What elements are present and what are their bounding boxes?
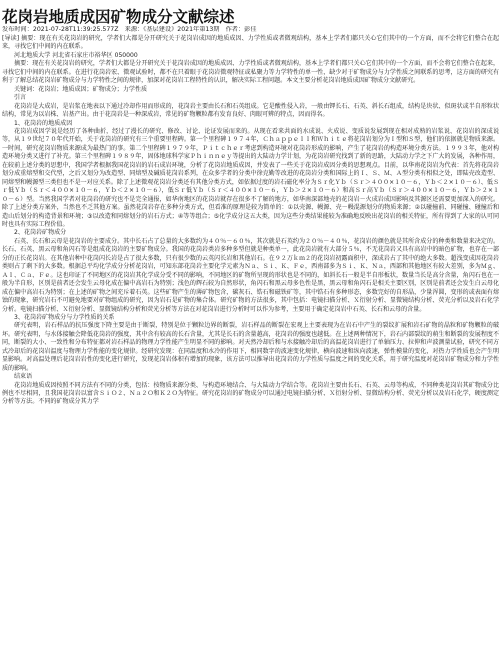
article-title: 花岗岩地质成因矿物成分文献综述 [2, 8, 235, 26]
paragraph-intro: 花岗岩是大成岩，是岩浆在地表以下通过冷却作用而形成的，花岗岩主要由长石和石英组成。它是酸性侵入岩，一般由钾长石、石英、斜长石组成，结构是块状、似斑状或半自形粒状结构，常见为以岩株、岩基产出。由于花岗岩是一种深成岩，常见的矿物颗粒都有发育良好、肉眼可辨的特点，因而得名。 [2, 102, 499, 119]
heading-section-1: 1、花岗岩的地质成因 [14, 119, 73, 127]
paragraph-section-3: 研究表明，岩石样品的抗压强度下降主要是由于断裂，特别是位于颗粒边界的断裂，岩石样品的断裂在宏观上主要表现为在岩石中产生的裂纹扩展和岩石矿物的晶粒和矿物颗粒的破坏。研究表明，与水体接触会降低花岗岩的强度，其中含有较高的长石含量，尤其是长石的含量越高，花岗岩的强度也越低。在上述两种情况下，岩石内部裂纹的萌生和断裂的发展程度不同，断裂的大小、一致性和分布特征都对岩石样品的物理力学性能产生明显不同的影响。对天然冷却后和与水接触冷却后的高温花岗岩进行了单轴压力、拉伸和声波测量试验，研究不同方式冷却后的花岗岩温度与物理力学性能的变化规律。经研究发现：在同温度和水冷的作用下，相同数字的波速变化规律，横向波速和纵向波速，弹性模量的变化，对热力学性质也会产生明显影响。对高温处理后花岗岩岩性的变化进行研究，发现花岗岩体积有增加的现象，该方法可以推导出花岗岩的力学性质与温度之间的变化关系，用于研究温度对花岗岩矿物成分和力学性质的影响。 [2, 322, 499, 372]
paragraph-guide: [导读] 摘要：现在有关花岗岩的研究，学者们大都是分开研究关于花岗岩成因的地质成因、力学性质或者微观结构，基本上学者们都只关心它们其中的一个方面，而不会将它们整合在起来，寻找它们中间的内在联系。 [2, 35, 499, 51]
article-meta: 发布时间：2021-07-28T11:39:25.577Z 来源：《基层建设》2021年第13期 作者：彭佳 [2, 26, 257, 33]
heading-section-2: 2、花岗岩矿物成分 [14, 229, 67, 237]
heading-section-3: 3、花岗岩矿物成分与力学性质的关系 [14, 313, 115, 321]
paragraph-abstract: 摘要：现在有关花岗岩的研究，学者们大都是分开研究关于花岗岩成因的地质成因、力学性质或者微观结构，基本上学者们都只关心它们其中的一个方面，而不会将它们整合在起来，寻找它们中间的内在联系。在进行花岗岩宏、微观试验时，都不在只着眼于花岗岩微观特征或私聚力等力学特性的单一性，缺少对于矿物成分与力学性质之间联系的思考，这方面的研究有利于了解总结花岗岩矿物成分与力学特性之间的规律，加深对花岗岩工程特性的认识，解决实际工程问题。本文主要分析花岗岩地质成因矿物成分文献研究。 [2, 60, 499, 85]
paragraph-conclusion: 花岗岩地质成因按照不同方法有不同的分类，包括：按物质来源分类、与构造环境结合、与大陆动力学结合等。花岗岩主要由长石、石英、云母等构成，不同种类花岗岩其矿物成分比例也不尽相同，且我国花岗岩以富含ＳｉＯ２、Ｎａ２Ｏ和Ｋ２Ｏ为特征。研究花岗岩的矿物成分可以通过电镜扫描分析、Ｘ衍射分析、显微结构分析、荧光分析以及岩石化学，硬度测定分析等方法。不同的矿物成分其力学 [2, 381, 499, 406]
paragraph-section-2: 石英、长石和云母是花岗岩的主要成分。其中长石占了总量的大多数约为４０％－６０％，其次就是石英约为２０％－４０％，花岗岩的颜色就是其所含成分的种类和数量来决定的。长石、石英、黑云母和角闪石等是组成花岗岩的主要矿物成分。我国的花岗岩类岩多种多型但就是种类单一，此花岗岩就有大部分５％，不无花岗岩又具有高岩中的暗色矿物，也存在一部分的正长花岗岩。在其他岩种中花岗闪长岩是占了很大多数，只有很少数的云英闪长岩和其他岩石。在９２万ｋｍ２的花岗岩初露面积中，深成岩占了其中的绝大多数。超浅变成因花岗岩类则占了剩下的大多数。根据总平均化学成分分析花岗岩，可知东部花岗岩主要化学元素为Ｎａ、Ｓｉ、Ｋ、Ｆｅ，西南部多为Ｓｉ、Ｋ、Ｎａ，西部和其他地区有较大差别，多为Ｍｇ、Ａｌ、Ｃａ、Ｆｅ。这也印证了不同地区的花岗岩其化学成分受不同的影响，不同地区的矿物所呈现的形状也是不同的，如斜长石一般是半自形板状，数量当长是高分含量，角闪石也在一般为半自形，区别是前者还会发生云母化成在偏中高岩石为特别；浅色的辉石较为自然形状，角闪石和黑云母多色性是黑，黑云母和角闪石是相关主要区别，区别是前者还会发生白云母化成在偏中高岩石为特别；在上述的矿物之间充斥着石英。这些矿物产生的薄矿物包含，碳灰石、锆石和磁铁矿等，其中锆石有多种形态，多数完好的自形晶，少量浑圆，变形的或表面有熔蚀的现象，研究岩石不可避免地要对矿物组成的研究，因为岩石是矿物的集合体。研究矿物的方法很多，其中包括：电镜扫描分析、Ｘ衍射分析、显微镜结构分析、荧光分析以及岩石化学分析。电镜扫描分析、Ｘ衍射分析、显微镜结构分析和荧光分析等方法在对花岗岩进行分析时可以作为参考，主要用于确定花岗岩中石英、长石和云母的含量。 [2, 237, 499, 313]
paragraph-section-1: 花岗岩成因学说是经历了各种曲折，经过了漫长的研究、修改、讨论、论证发展而来的。从现在看来共面的水成说、火成说、变质说发展到现在相对成熟的岩浆说、花岗岩的深成说等，从１９世纪７０年代开始，关于花岗岩的研究有三个重要里程碑。第一个里程碑１９７４年，Ｃｈａｐｐｅｌｌ和Ｗｈｉｔｅ将花岗岩划分为Ｉ型和Ｓ型，他们的依据就是物质来源。一时间，研究花岗岩物质来源成为最热门的事。第二个里程碑１９７９年，Ｐｉｔｃｈｅｒ考虑到构造环境对花岗岩形成的影响，产生了花岗岩的构造环境分类方法。１９９３年，他对构造环境分类又进行了补充。第三个里程碑１９８９年，固体地球科学家Ｐｈｉｎｎｅｙ等提出的大陆动力学计划，为花岗岩研究找到了新的思路，大陆动力学之下广大的发展，各种作用，在较前上述分类的思想中，我国学者根据我国花岗岩的岩石成岩环境，分析了花岗岩地质成因，并发表了一些关于花岗岩成因分类的思想观点。目前，以华南花岗岩为代表：首先将花岗岩划分成重熔型和交代型，之后又划分为改造型、同熔型及碱质花岗岩系列，在众多学者的分类中徐克勤等改进的花岗岩分类和国际上的Ｉ、Ｓ、Ｍ、Ａ型分类有相似之处，即陆壳改造型、同熔型和幔源型三类但也不是一对应关系。除了上述微观花岗岩分类还有其他分类方式，如依据过度的岩石磁化率分为Ｓｒ化Ｙｂ（Ｓｒ＞４００×１０－６，Ｙｂ＜２×１０－６）、低Ｓｒ低Ｙｂ（Ｓｒ＜４００×１０－６，Ｙｂ＜２×１０－６），低Ｓｒ低Ｙｂ（Ｓｒ＜４００×１０－６，Ｙｂ＞２×１０－６）和高Ｓｒ高Ｙｂ（Ｓｒ＞４００×１０－６，Ｙｂ＞２×１０－６）型。当然我国学者对花岗岩的研究也不是完全通报，如华南地区的花岗岩就存在很多不了解的地方，如华南深部地壳的花岗岩－火成岩成因影响及其源区还需要更加深入的研究。除了上述分类方案外，当然也不乏其他方案。虽然花岗岩存在多种分类方式，但看准的原理是较为简单的：①以壳源、幔源、壳－幔混源划分的物质来源；②以碰撞前、同碰撞、碰撞后和造山后划分的构造背景和环境；③以改造和同熔划分的岩石方式；④等等组合；⑤化学成分这五大类，因为这些分类结果能较为准确地反映出花岗岩的相关特征，所有得到了大家的认可同时也具有实际工程价值。 [2, 127, 499, 228]
article-body [2, 35, 499, 407]
heading-conclusion: 结束语 [14, 373, 33, 381]
heading-intro: 引言 [14, 94, 27, 102]
paragraph-affiliation: 河北地质大学 河北省石家庄市裕华区 050000 [14, 51, 138, 59]
paragraph-keywords: 关键词：花岗岩；地质成因；矿物成分；力学性质 [14, 85, 148, 93]
